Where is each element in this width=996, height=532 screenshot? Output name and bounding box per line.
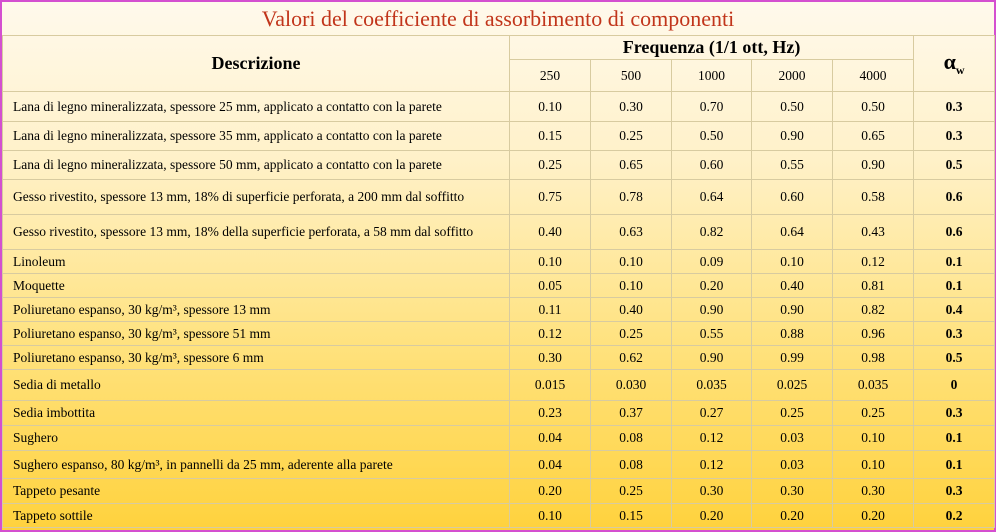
cell-band-4000: 0.90 [833, 151, 914, 180]
header-frequency: Frequenza (1/1 ott, Hz) [510, 36, 914, 60]
cell-alpha-w: 0.5 [914, 346, 995, 370]
cell-band-2000: 0.03 [752, 451, 833, 479]
table-row [3, 504, 995, 528]
row-description: Sedia di metallo [3, 370, 510, 401]
table-row [3, 92, 995, 122]
table-body [3, 92, 995, 528]
table-row [3, 401, 995, 426]
cell-band-1000: 0.20 [672, 504, 752, 528]
row-description: Linoleum [3, 250, 510, 274]
cell-band-4000: 0.12 [833, 250, 914, 274]
cell-alpha-w: 0.6 [914, 180, 995, 215]
table-row [3, 322, 995, 346]
cell-band-250: 0.23 [510, 401, 591, 426]
cell-band-2000: 0.60 [752, 180, 833, 215]
cell-alpha-w: 0.1 [914, 274, 995, 298]
cell-alpha-w: 0.3 [914, 322, 995, 346]
cell-band-4000: 0.25 [833, 401, 914, 426]
cell-band-250: 0.11 [510, 298, 591, 322]
cell-band-1000: 0.90 [672, 298, 752, 322]
cell-band-500: 0.25 [591, 322, 672, 346]
cell-band-4000: 0.50 [833, 92, 914, 122]
table-row [3, 426, 995, 451]
cell-band-250: 0.75 [510, 180, 591, 215]
cell-band-500: 0.63 [591, 215, 672, 250]
cell-band-1000: 0.90 [672, 346, 752, 370]
cell-band-1000: 0.70 [672, 92, 752, 122]
header-band-250: 250 [510, 60, 591, 92]
header-description: Descrizione [3, 36, 510, 92]
cell-band-500: 0.25 [591, 122, 672, 151]
header-band-1000: 1000 [672, 60, 752, 92]
row-description: Sedia imbottita [3, 401, 510, 426]
table-row [3, 346, 995, 370]
cell-band-500: 0.15 [591, 504, 672, 528]
cell-alpha-w: 0.3 [914, 401, 995, 426]
cell-band-4000: 0.10 [833, 426, 914, 451]
cell-alpha-w: 0 [914, 370, 995, 401]
absorption-table [2, 35, 995, 528]
cell-band-2000: 0.10 [752, 250, 833, 274]
cell-band-250: 0.20 [510, 479, 591, 504]
row-description: Moquette [3, 274, 510, 298]
cell-band-250: 0.10 [510, 250, 591, 274]
cell-band-500: 0.65 [591, 151, 672, 180]
cell-band-4000: 0.65 [833, 122, 914, 151]
cell-band-500: 0.030 [591, 370, 672, 401]
cell-band-4000: 0.58 [833, 180, 914, 215]
table-row [3, 180, 995, 215]
cell-band-250: 0.015 [510, 370, 591, 401]
cell-band-1000: 0.60 [672, 151, 752, 180]
row-description: Lana di legno mineralizzata, spessore 25 mm, applicato a contatto con la parete [3, 92, 510, 122]
cell-alpha-w: 0.1 [914, 426, 995, 451]
row-description: Gesso rivestito, spessore 13 mm, 18% della superficie perforata, a 58 mm dal soffitto [3, 215, 510, 250]
cell-band-2000: 0.64 [752, 215, 833, 250]
cell-band-1000: 0.27 [672, 401, 752, 426]
table-row [3, 479, 995, 504]
cell-band-1000: 0.55 [672, 322, 752, 346]
cell-band-250: 0.15 [510, 122, 591, 151]
row-description: Sughero [3, 426, 510, 451]
cell-band-4000: 0.96 [833, 322, 914, 346]
cell-band-1000: 0.09 [672, 250, 752, 274]
cell-band-500: 0.37 [591, 401, 672, 426]
header-band-2000: 2000 [752, 60, 833, 92]
table-row [3, 370, 995, 401]
cell-alpha-w: 0.1 [914, 250, 995, 274]
cell-band-250: 0.04 [510, 426, 591, 451]
header-alpha-w [914, 36, 995, 92]
cell-band-500: 0.62 [591, 346, 672, 370]
cell-alpha-w: 0.6 [914, 215, 995, 250]
cell-band-2000: 0.25 [752, 401, 833, 426]
row-description: Gesso rivestito, spessore 13 mm, 18% di superficie perforata, a 200 mm dal soffitto [3, 180, 510, 215]
cell-band-1000: 0.82 [672, 215, 752, 250]
row-description: Sughero espanso, 80 kg/m³, in pannelli da 25 mm, aderente alla parete [3, 451, 510, 479]
table-row [3, 451, 995, 479]
header-band-500: 500 [591, 60, 672, 92]
row-description: Lana di legno mineralizzata, spessore 35 mm, applicato a contatto con la parete [3, 122, 510, 151]
cell-band-4000: 0.81 [833, 274, 914, 298]
cell-alpha-w: 0.3 [914, 92, 995, 122]
cell-band-500: 0.40 [591, 298, 672, 322]
table-row [3, 274, 995, 298]
cell-band-250: 0.10 [510, 92, 591, 122]
alpha-subscript: w [955, 63, 965, 77]
cell-band-500: 0.78 [591, 180, 672, 215]
table-row [3, 250, 995, 274]
cell-band-1000: 0.12 [672, 451, 752, 479]
cell-band-500: 0.10 [591, 274, 672, 298]
cell-band-2000: 0.55 [752, 151, 833, 180]
cell-band-4000: 0.43 [833, 215, 914, 250]
cell-band-250: 0.12 [510, 322, 591, 346]
cell-band-250: 0.04 [510, 451, 591, 479]
cell-alpha-w: 0.4 [914, 298, 995, 322]
cell-band-500: 0.08 [591, 451, 672, 479]
row-description: Poliuretano espanso, 30 kg/m³, spessore 51 mm [3, 322, 510, 346]
row-description: Tappeto sottile [3, 504, 510, 528]
row-description: Poliuretano espanso, 30 kg/m³, spessore 13 mm [3, 298, 510, 322]
cell-band-250: 0.05 [510, 274, 591, 298]
cell-band-2000: 0.50 [752, 92, 833, 122]
cell-band-1000: 0.20 [672, 274, 752, 298]
cell-band-500: 0.30 [591, 92, 672, 122]
cell-band-4000: 0.20 [833, 504, 914, 528]
cell-alpha-w: 0.5 [914, 151, 995, 180]
cell-band-1000: 0.035 [672, 370, 752, 401]
row-description: Tappeto pesante [3, 479, 510, 504]
table-row [3, 298, 995, 322]
cell-band-500: 0.08 [591, 426, 672, 451]
row-description: Poliuretano espanso, 30 kg/m³, spessore 6 mm [3, 346, 510, 370]
cell-alpha-w: 0.1 [914, 451, 995, 479]
cell-alpha-w: 0.3 [914, 122, 995, 151]
cell-band-2000: 0.30 [752, 479, 833, 504]
cell-band-1000: 0.12 [672, 426, 752, 451]
cell-band-4000: 0.82 [833, 298, 914, 322]
cell-band-500: 0.10 [591, 250, 672, 274]
table-row [3, 151, 995, 180]
cell-band-4000: 0.98 [833, 346, 914, 370]
cell-band-4000: 0.10 [833, 451, 914, 479]
cell-band-2000: 0.90 [752, 298, 833, 322]
page-title: Valori del coefficiente di assorbimento di componenti [261, 6, 735, 31]
cell-band-250: 0.10 [510, 504, 591, 528]
cell-band-250: 0.25 [510, 151, 591, 180]
cell-band-2000: 0.90 [752, 122, 833, 151]
header-band-4000: 4000 [833, 60, 914, 92]
cell-band-250: 0.40 [510, 215, 591, 250]
cell-band-2000: 0.03 [752, 426, 833, 451]
table-row [3, 122, 995, 151]
cell-band-1000: 0.30 [672, 479, 752, 504]
row-description: Lana di legno mineralizzata, spessore 50 mm, applicato a contatto con la parete [3, 151, 510, 180]
cell-band-2000: 0.20 [752, 504, 833, 528]
cell-band-4000: 0.035 [833, 370, 914, 401]
cell-band-500: 0.25 [591, 479, 672, 504]
cell-band-2000: 0.99 [752, 346, 833, 370]
cell-alpha-w: 0.2 [914, 504, 995, 528]
cell-band-2000: 0.88 [752, 322, 833, 346]
cell-alpha-w: 0.3 [914, 479, 995, 504]
cell-band-250: 0.30 [510, 346, 591, 370]
alpha-symbol: α [943, 49, 956, 74]
cell-band-1000: 0.64 [672, 180, 752, 215]
cell-band-2000: 0.40 [752, 274, 833, 298]
cell-band-2000: 0.025 [752, 370, 833, 401]
cell-band-4000: 0.30 [833, 479, 914, 504]
cell-band-1000: 0.50 [672, 122, 752, 151]
table-row [3, 215, 995, 250]
